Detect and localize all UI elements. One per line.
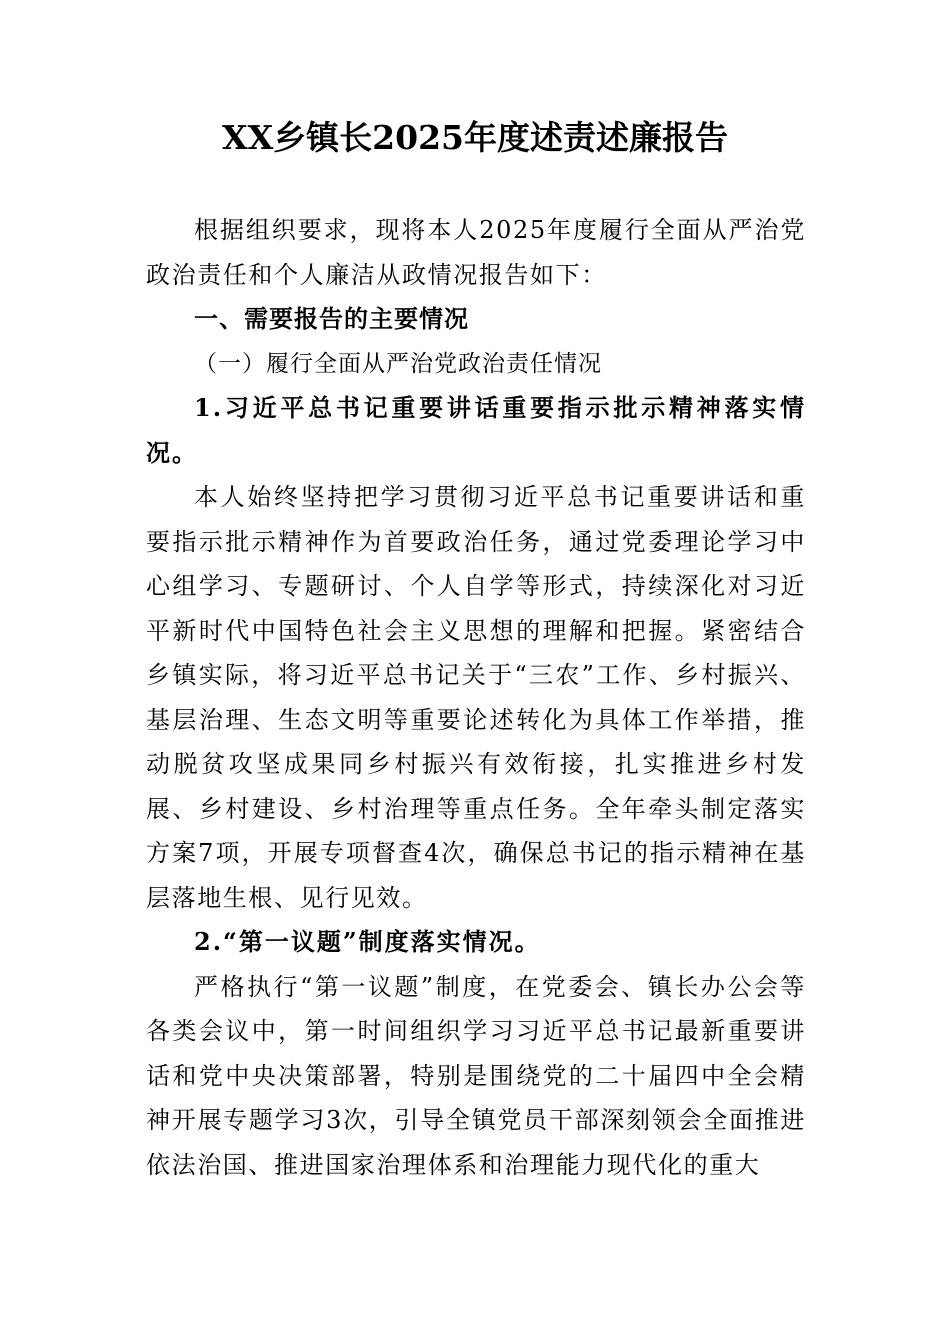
item-heading-1: 1.习近平总书记重要讲话重要指示批示精神落实情况。 [146, 393, 806, 467]
document-title: XX乡镇长2025年度述责述廉报告 [221, 118, 729, 157]
document-body [146, 208, 806, 1187]
subsection-heading: （一）履行全面从严治党政治责任情况 [194, 350, 602, 377]
item-heading-2: 2.“第一议题”制度落实情况。 [194, 927, 541, 956]
intro-paragraph: 根据组织要求，现将本人2025年度履行全面从严治党政治责任和个人廉洁从政情况报告如下： [146, 216, 806, 289]
item-body-1: 本人始终坚持把学习贯彻习近平总书记重要讲话和重要指示批示精神作为首要政治任务，通过党委理论学习中心组学习、专题研讨、个人自学等形式，持续深化对习近平新时代中国特色社会主义思想的理解和把握。紧密结合乡镇实际，将习近平总书记关于“三农”工作、乡村振兴、基层治理、生态文明等重要论述转化为具体工作举措，推动脱贫攻坚成果同乡村振兴有效衔接，扎实推进乡村发展、乡村建设、乡村治理等重点任务。全年牵头制定落实方案7项，开展专项督查4次，确保总书记的指示精神在基层落地生根、见行见效。 [146, 483, 806, 912]
section-heading: 一、需要报告的主要情况 [194, 305, 469, 333]
item-body-2: 严格执行“第一议题”制度，在党委会、镇长办公会等各类会议中，第一时间组织学习习近平总书记最新重要讲话和党中央决策部署，特别是围绕党的二十届四中全会精神开展专题学习3次，引导全镇党员干部深刻领会全面推进依法治国、推进国家治理体系和治理能力现代化的重大 [146, 972, 806, 1179]
